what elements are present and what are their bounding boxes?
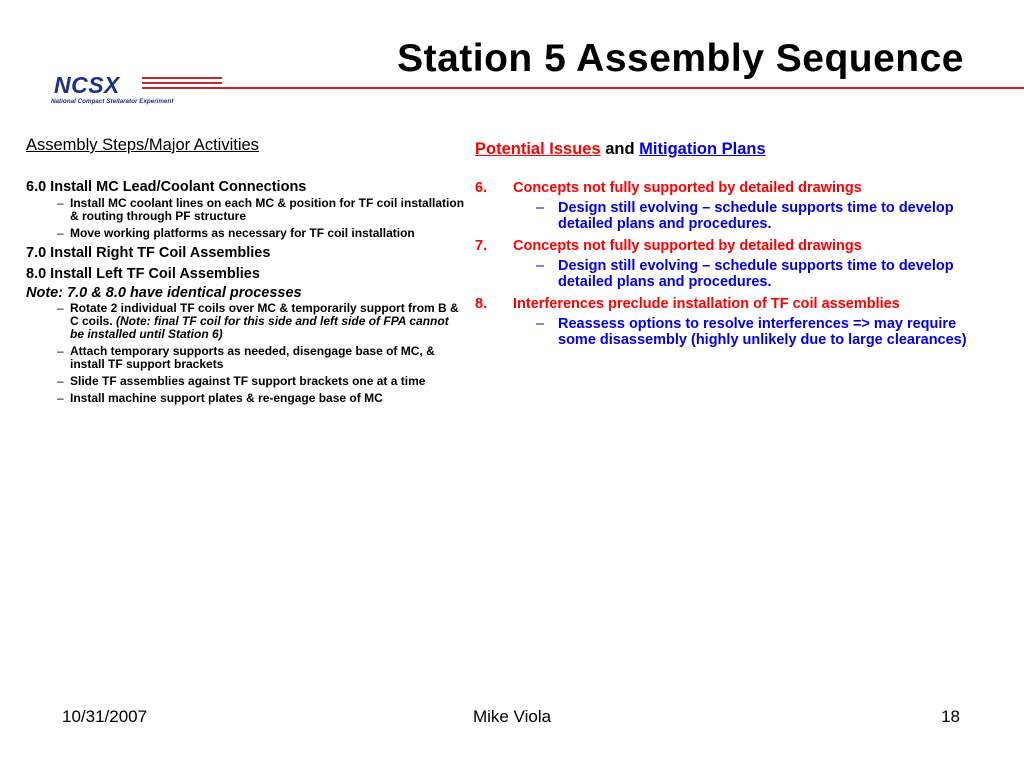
page-number: 18 (941, 707, 960, 726)
issue-number: 7. (475, 238, 488, 254)
issues-heading-and: and (600, 140, 640, 158)
logo-subtitle: National Compact Stellarator Experiment (51, 98, 174, 105)
issue-text: Concepts not fully supported by detailed drawings (513, 180, 862, 196)
issues-heading (475, 138, 995, 160)
issue-text: Interferences preclude installation of TF coil assemblies (513, 296, 900, 312)
list-item: – Slide TF assemblies against TF support brackets one at a time (26, 375, 466, 388)
plans-heading-label: Mitigation Plans (639, 140, 766, 158)
issue-item (475, 180, 995, 197)
mitigation-plan: – Design still evolving – schedule supports time to develop detailed plans and procedures. (475, 258, 995, 290)
list-item: – Attach temporary supports as needed, disengage base of MC, & install TF support brackets (26, 345, 466, 371)
logo-wordmark: NCSX (54, 72, 120, 98)
logo-stripes (142, 77, 222, 92)
header-rule (178, 87, 1024, 89)
section-items (26, 197, 466, 240)
issues-column (475, 138, 995, 354)
list-item-note: (Note: final TF coil for this side and left side of FPA cannot be installed until Station 6) (70, 314, 449, 341)
footer-date: 10/31/2007 (62, 707, 148, 726)
assembly-steps-heading: Assembly Steps/Major Activities (26, 136, 259, 154)
section-title: 8.0 Install Left TF Coil Assemblies (26, 266, 260, 282)
section-title: 6.0 Install MC Lead/Coolant Connections (26, 179, 307, 195)
slide-title: Station 5 Assembly Sequence (397, 37, 964, 80)
mitigation-plan: – Design still evolving – schedule supports time to develop detailed plans and procedures. (475, 200, 995, 232)
ncsx-logo (46, 70, 178, 108)
assembly-steps-column (26, 135, 466, 409)
issue-number: 6. (475, 180, 488, 196)
issue-item (475, 238, 995, 255)
footer-author: Mike Viola (472, 707, 552, 726)
issue-text: Concepts not fully supported by detailed drawings (513, 238, 862, 254)
list-item: – Install machine support plates & re-engage base of MC (26, 392, 466, 405)
list-item: – Move working platforms as necessary for TF coil installation (26, 227, 466, 240)
mitigation-plan: – Reassess options to resolve interferences => may require some disassembly (highly unlikely due to large clearances) (475, 316, 995, 348)
process-note: Note: 7.0 & 8.0 have identical processes (26, 285, 302, 301)
issues-heading-label: Potential Issues (475, 140, 601, 158)
note-items (26, 302, 466, 405)
issue-number: 8. (475, 296, 488, 312)
list-item: – Install MC coolant lines on each MC & position for TF coil installation & routing through PF structure (26, 197, 466, 223)
list-item (26, 302, 466, 341)
issue-item (475, 296, 995, 313)
list-item-text: Rotate 2 individual TF coils over MC & temporarily support from B & C coils. (70, 301, 459, 328)
section-title: 7.0 Install Right TF Coil Assemblies (26, 245, 271, 261)
